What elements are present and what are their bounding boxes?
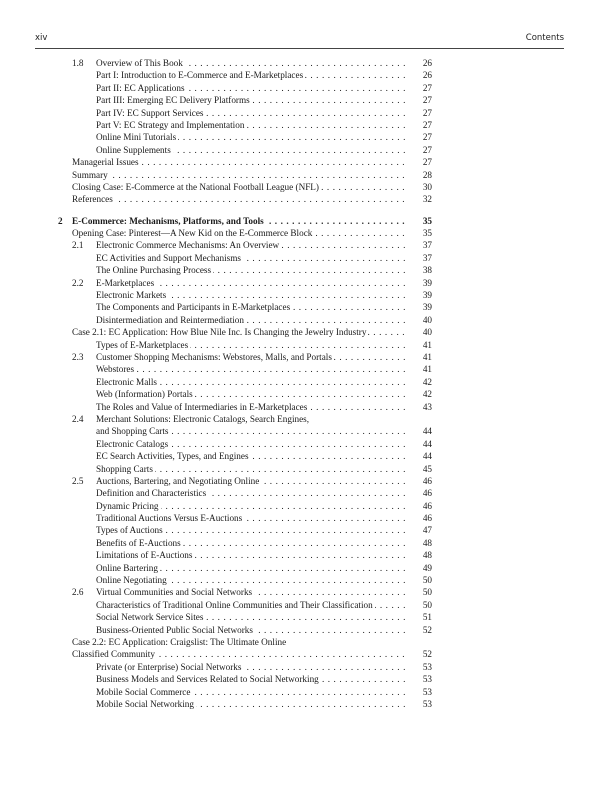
section-gap xyxy=(72,206,432,215)
toc-entry[interactable] xyxy=(72,401,432,413)
toc-entry[interactable] xyxy=(72,648,432,660)
toc-entry-page: 38 xyxy=(408,264,432,276)
toc-entry-title-wrap xyxy=(96,549,432,561)
page-header xyxy=(35,33,564,47)
toc-entry[interactable] xyxy=(72,661,432,673)
toc-entry-page: 53 xyxy=(408,698,432,710)
toc-entry-title: Part I: Introduction to E-Commerce and E-Marketplaces xyxy=(96,70,304,81)
toc-entry[interactable] xyxy=(72,301,432,313)
toc-entry-page: 28 xyxy=(408,169,432,181)
toc-entry-page: 32 xyxy=(408,193,432,205)
toc-entry-title-wrap xyxy=(96,574,432,586)
toc-entry[interactable] xyxy=(72,487,432,499)
toc-entry-title: Shopping Carts xyxy=(96,463,153,474)
toc-entry-page: 53 xyxy=(408,686,432,698)
toc-entry[interactable] xyxy=(72,107,432,119)
toc-entry-page: 27 xyxy=(408,82,432,94)
toc-entry-page: 39 xyxy=(408,277,432,289)
toc-entry[interactable] xyxy=(72,277,432,289)
toc-entry-page: 50 xyxy=(408,586,432,598)
toc-entry-title: Online Supplements xyxy=(96,144,171,155)
toc-entry-page: 49 xyxy=(408,562,432,574)
toc-entry-number: 2 xyxy=(58,215,63,226)
toc-entry-title: EC Search Activities, Types, and Engines xyxy=(96,451,249,462)
toc-entry-number: 2.6 xyxy=(72,587,84,598)
toc-entry-title-wrap xyxy=(96,611,432,623)
toc-entry-title: E-Commerce: Mechanisms, Platforms, and Tools xyxy=(72,215,264,226)
toc-entry-number: 1.8 xyxy=(72,58,84,68)
toc-entry-title: Online Negotiating xyxy=(96,575,167,586)
toc-entry-title: Classified Community xyxy=(72,649,155,660)
toc-entry-title-wrap xyxy=(72,169,432,181)
toc-entry-page: 27 xyxy=(408,131,432,143)
toc-entry-title-wrap xyxy=(72,227,432,239)
toc-entry[interactable] xyxy=(72,339,432,351)
toc-entry-title: The Roles and Value of Intermediaries in E-Marketplaces xyxy=(96,401,308,412)
toc-entry-title-wrap xyxy=(96,475,432,487)
toc-entry-title-wrap xyxy=(96,661,432,673)
toc-entry[interactable] xyxy=(72,376,432,388)
toc-entry-title-wrap xyxy=(96,450,432,462)
toc-entry-page: 48 xyxy=(408,549,432,561)
toc-entry-title: Electronic Catalogs xyxy=(96,438,169,449)
toc-entry-page: 42 xyxy=(408,388,432,400)
toc-entry[interactable] xyxy=(72,586,432,598)
toc-entry-title: Traditional Auctions Versus E-Auctions xyxy=(96,513,243,524)
toc-entry[interactable] xyxy=(72,524,432,536)
toc-entry-title-wrap xyxy=(96,289,432,301)
toc-entry[interactable] xyxy=(72,463,432,475)
toc-entry-page: 46 xyxy=(408,475,432,487)
toc-entry-page: 46 xyxy=(408,500,432,512)
toc-entry-title: Mobile Social Networking xyxy=(96,698,194,709)
toc-entry[interactable] xyxy=(72,351,432,363)
toc-entry-title: Closing Case: E-Commerce at the National Football League (NFL) xyxy=(72,181,319,192)
toc-entry-page: 40 xyxy=(408,326,432,338)
toc-entry[interactable] xyxy=(72,144,432,156)
toc-entry-page: 50 xyxy=(408,599,432,611)
toc-entry[interactable] xyxy=(72,537,432,549)
header-rule xyxy=(35,48,564,49)
toc-entry[interactable] xyxy=(72,57,432,69)
toc-entry-title-wrap xyxy=(96,438,432,450)
toc-entry[interactable] xyxy=(72,131,432,143)
toc-entry-number: 2.4 xyxy=(72,413,84,424)
toc-entry-title: Electronic Markets xyxy=(96,290,167,301)
toc-entry[interactable] xyxy=(72,475,432,487)
toc-entry-title: Definition and Characteristics xyxy=(96,488,207,499)
toc-entry-title-wrap xyxy=(96,264,432,276)
toc-entry-number: 2.2 xyxy=(72,277,84,288)
toc-entry-title: Part IV: EC Support Services xyxy=(96,107,204,118)
toc-entry-page: 53 xyxy=(408,673,432,685)
toc-entry-title-wrap xyxy=(96,624,432,636)
toc-entry-title-wrap xyxy=(96,686,432,698)
toc-entry-page: 27 xyxy=(408,119,432,131)
toc-entry[interactable] xyxy=(72,193,432,205)
toc-entry-page: 47 xyxy=(408,524,432,536)
toc-entry[interactable] xyxy=(72,363,432,375)
toc-entry-title-wrap xyxy=(96,351,432,363)
toc-entry-title-wrap xyxy=(72,156,432,168)
toc-entry-title-wrap xyxy=(96,277,432,289)
toc-entry[interactable] xyxy=(72,500,432,512)
toc-entry-title: Part III: Emerging EC Delivery Platforms xyxy=(96,95,250,106)
toc-entry-title-wrap xyxy=(72,215,432,227)
toc-entry[interactable] xyxy=(72,624,432,636)
toc-entry-title: Part II: EC Applications xyxy=(96,82,185,93)
toc-entry-title: Online Bartering xyxy=(96,562,158,573)
toc-entry[interactable] xyxy=(72,611,432,623)
toc-entry-title-wrap xyxy=(96,599,432,611)
toc-entry[interactable] xyxy=(72,450,432,462)
toc-entry[interactable] xyxy=(72,169,432,181)
toc-entry-title: Social Network Service Sites xyxy=(96,612,204,623)
toc-entry[interactable] xyxy=(72,94,432,106)
toc-entry-title: Types of E-Marketplaces xyxy=(96,339,189,350)
toc-entry-title: References xyxy=(72,194,113,205)
toc-entry-title-wrap xyxy=(96,119,432,131)
toc-entry[interactable] xyxy=(72,314,432,326)
toc-entry-page: 43 xyxy=(408,401,432,413)
toc-entry-title-wrap xyxy=(96,586,432,598)
toc-entry-page: 27 xyxy=(408,107,432,119)
toc-entry-page: 46 xyxy=(408,487,432,499)
toc-entry-page: 41 xyxy=(408,363,432,375)
toc-entry-title-wrap xyxy=(96,69,432,81)
toc-entry[interactable] xyxy=(72,82,432,94)
toc-entry-page: 27 xyxy=(408,94,432,106)
toc-entry[interactable] xyxy=(72,326,432,338)
toc-entry-title-wrap xyxy=(96,562,432,574)
toc-entry-title-wrap xyxy=(96,425,432,437)
toc-entry-title-wrap xyxy=(72,181,432,193)
toc-entry[interactable] xyxy=(72,512,432,524)
toc-entry-title: Web (Information) Portals xyxy=(96,389,193,400)
page-number: xiv xyxy=(35,33,48,43)
toc-entry[interactable] xyxy=(72,574,432,586)
toc-entry-title-wrap xyxy=(96,301,432,313)
toc-entry-page: 45 xyxy=(408,463,432,475)
toc-entry-title: Overview of This Book xyxy=(96,58,183,68)
toc-entry-page: 40 xyxy=(408,314,432,326)
toc-entry-title-wrap xyxy=(96,512,432,524)
toc-entry-title-wrap xyxy=(96,252,432,264)
toc-entry-page: 27 xyxy=(408,144,432,156)
toc-entry-page: 39 xyxy=(408,301,432,313)
toc-entry[interactable] xyxy=(72,425,432,437)
toc-entry-title: Private (or Enterprise) Social Networks xyxy=(96,661,242,672)
toc-entry-title-wrap xyxy=(96,131,432,143)
toc-entry-title-wrap xyxy=(96,413,432,425)
toc-entry-title-wrap xyxy=(96,363,432,375)
toc-entry-page: 37 xyxy=(408,252,432,264)
toc-entry-title: Opening Case: Pinterest—A New Kid on the E-Commerce Block xyxy=(72,228,313,239)
toc-entry-page: 41 xyxy=(408,351,432,363)
toc-entry[interactable] xyxy=(72,69,432,81)
toc-entry-page: 46 xyxy=(408,512,432,524)
toc-entry-title-wrap xyxy=(96,144,432,156)
toc-entry[interactable] xyxy=(72,673,432,685)
running-title: Contents xyxy=(525,33,564,43)
toc-entry-number: 2.5 xyxy=(72,475,84,486)
toc-entry-title-wrap xyxy=(96,401,432,413)
toc-entry-title-wrap xyxy=(96,94,432,106)
toc-entry-title: Case 2.1: EC Application: How Blue Nile Inc. Is Changing the Jewelry Industry xyxy=(72,327,367,338)
toc-entry-title: EC Activities and Support Mechanisms xyxy=(96,252,241,263)
toc-entry-title: Customer Shopping Mechanisms: Webstores, Malls, and Portals xyxy=(96,351,332,362)
toc-entry-title: The Online Purchasing Process xyxy=(96,265,212,276)
toc-entry-title-wrap xyxy=(96,82,432,94)
toc-entry[interactable] xyxy=(72,686,432,698)
toc-entry-title-wrap xyxy=(96,487,432,499)
toc-entry-title-wrap xyxy=(96,673,432,685)
toc-entry-title-wrap xyxy=(96,500,432,512)
toc-entry-title: Mobile Social Commerce xyxy=(96,686,191,697)
toc-entry[interactable] xyxy=(72,413,432,425)
toc-entry-title-wrap xyxy=(72,648,432,660)
toc-entry-title-wrap xyxy=(96,698,432,710)
toc-entry[interactable] xyxy=(72,636,432,648)
toc-entry[interactable] xyxy=(72,252,432,264)
toc-entry-title: and Shopping Carts xyxy=(96,426,169,437)
toc-entry-title: Characteristics of Traditional Online Communities and Their Classification xyxy=(96,599,373,610)
toc-entry-title-wrap xyxy=(96,339,432,351)
toc-entry[interactable] xyxy=(72,698,432,710)
toc-entry-number: 2.1 xyxy=(72,240,84,251)
toc-entry-title: Virtual Communities and Social Networks xyxy=(96,587,253,598)
toc-entry-title-wrap xyxy=(96,239,432,251)
toc-entry-page: 52 xyxy=(408,648,432,660)
toc-entry-page: 42 xyxy=(408,376,432,388)
toc-entry-title-wrap xyxy=(96,107,432,119)
toc-entry-title: E-Marketplaces xyxy=(96,277,155,288)
toc-entry-number: 2.3 xyxy=(72,351,84,362)
toc-entry-page: 39 xyxy=(408,289,432,301)
toc-entry-title-wrap xyxy=(96,537,432,549)
toc-entry-page: 50 xyxy=(408,574,432,586)
toc-entry-title: The Components and Participants in E-Marketplaces xyxy=(96,302,291,313)
toc-entry[interactable] xyxy=(72,438,432,450)
toc-entry-title: Webstores xyxy=(96,364,135,375)
toc-entry-title: Disintermediation and Reintermediation xyxy=(96,314,244,325)
toc-entry[interactable] xyxy=(72,156,432,168)
toc-entry[interactable] xyxy=(72,264,432,276)
toc-entry-title: Limitations of E-Auctions xyxy=(96,550,193,561)
toc-chapter-entry[interactable] xyxy=(58,215,432,227)
toc-entry-title: Types of Auctions xyxy=(96,525,163,536)
toc-entry-page: 51 xyxy=(408,611,432,623)
toc-entry-page: 35 xyxy=(408,227,432,239)
toc-entry-title: Benefits of E-Auctions xyxy=(96,537,181,548)
toc-entry[interactable] xyxy=(72,239,432,251)
toc-entry-page: 30 xyxy=(408,181,432,193)
toc-entry-page: 37 xyxy=(408,239,432,251)
toc-entry-page: 52 xyxy=(408,624,432,636)
toc-entry[interactable] xyxy=(72,549,432,561)
toc-entry-title: Electronic Commerce Mechanisms: An Overview xyxy=(96,240,280,251)
toc-entry[interactable] xyxy=(72,227,432,239)
toc-entry-page: 53 xyxy=(408,661,432,673)
toc-entry-title-wrap xyxy=(96,463,432,475)
toc-entry[interactable] xyxy=(72,388,432,400)
toc-entry-page: 44 xyxy=(408,438,432,450)
toc-entry-title-wrap xyxy=(72,193,432,205)
toc-entry[interactable] xyxy=(72,119,432,131)
toc-entry-title-wrap xyxy=(96,524,432,536)
toc-entry-title: Merchant Solutions: Electronic Catalogs, Search Engines, xyxy=(96,413,310,424)
toc-entry-title-wrap xyxy=(72,326,432,338)
toc-entry-title: Electronic Malls xyxy=(96,376,157,387)
toc-entry-page: 44 xyxy=(408,450,432,462)
toc-entry-title-wrap xyxy=(96,314,432,326)
toc-entry[interactable] xyxy=(72,289,432,301)
toc-entry-title: Part V: EC Strategy and Implementation xyxy=(96,119,245,130)
toc-entry-title: Dynamic Pricing xyxy=(96,500,159,511)
toc-entry-title-wrap xyxy=(96,376,432,388)
toc-entry-title: Business Models and Services Related to Social Networking xyxy=(96,674,319,685)
toc-entry[interactable] xyxy=(72,562,432,574)
toc-entry-title-wrap xyxy=(96,57,432,69)
toc-entry-page: 41 xyxy=(408,339,432,351)
toc-entry-title-wrap xyxy=(96,388,432,400)
toc-entry-title: Summary xyxy=(72,169,108,180)
toc-entry-title: Business-Oriented Public Social Networks xyxy=(96,624,253,635)
toc-entry-page: 26 xyxy=(408,69,432,81)
toc-entry-page: 44 xyxy=(408,425,432,437)
toc-entry-page: 35 xyxy=(408,215,432,227)
toc-entry-title: Case 2.2: EC Application: Craigslist: The Ultimate Online xyxy=(72,636,287,647)
toc-entry-title: Online Mini Tutorials xyxy=(96,132,177,143)
toc-entry-page: 48 xyxy=(408,537,432,549)
toc-entry-title: Managerial Issues xyxy=(72,157,139,168)
toc-entry-title-wrap xyxy=(72,636,432,648)
toc-entry[interactable] xyxy=(72,599,432,611)
toc-entry-page: 26 xyxy=(408,57,432,69)
table-of-contents xyxy=(58,57,432,710)
toc-entry[interactable] xyxy=(72,181,432,193)
toc-entry-page: 27 xyxy=(408,156,432,168)
toc-entry-title: Auctions, Bartering, and Negotiating Online xyxy=(96,475,260,486)
